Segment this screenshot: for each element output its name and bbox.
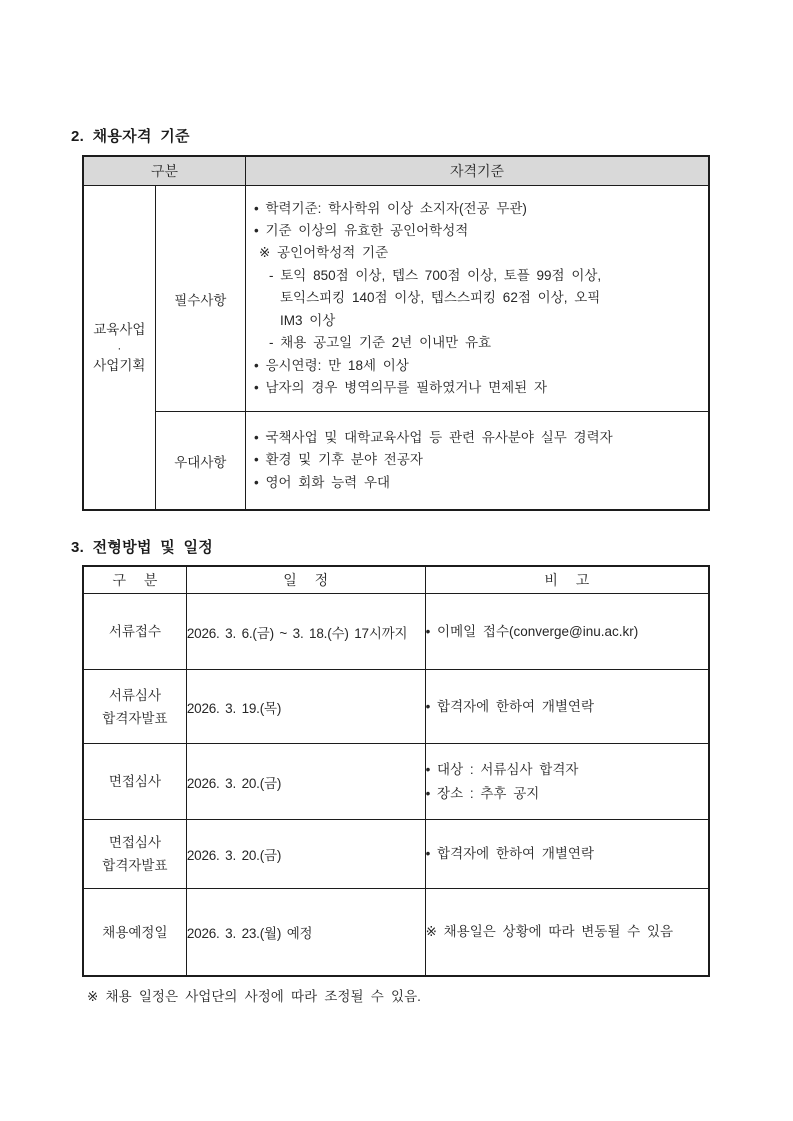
preference-line: • 국책사업 및 대학교육사업 등 관련 유사분야 실무 경력자: [254, 429, 613, 445]
remark-line: ※ 채용일은 상황에 따라 변동될 수 있음: [425, 924, 674, 940]
step-label: 서류접수: [108, 624, 161, 639]
schedule-row-document-submission: [83, 594, 709, 670]
step-label: 합격자발표: [102, 710, 168, 726]
requirement-line: • 남자의 경우 병역의무를 필하였거나 면제된 자: [254, 379, 548, 395]
requirement-line: ※ 공인어학성적 기준: [259, 245, 389, 261]
step-label: 면접심사: [108, 835, 161, 850]
remark-line: • 합격자에 한하여 개별연락: [425, 698, 595, 714]
schedule-table-header-row: [83, 566, 709, 594]
remark-line: • 이메일 접수(converge@inu.ac.kr): [425, 623, 639, 639]
step-cell: [83, 594, 186, 670]
header-cell-category: 구분: [83, 156, 246, 186]
schedule-cell: 2026. 3. 6.(금) ~ 3. 18.(수) 17시까지: [186, 594, 425, 670]
step-cell: [83, 889, 186, 977]
section-3-heading: 3. 전형방법 및 일정: [71, 539, 214, 556]
schedule-row-interview-result: [83, 820, 709, 889]
schedule-row-hire-date: [83, 889, 709, 977]
schedule-cell: 2026. 3. 20.(금): [186, 820, 425, 889]
preference-line: • 영어 회화 능력 우대: [254, 474, 391, 490]
remarks-cell: [425, 820, 709, 889]
schedule-row-document-review-result: [83, 670, 709, 744]
section-2-heading: 2. 채용자격 기준: [71, 128, 190, 145]
selection-schedule-table: [82, 565, 710, 977]
requirement-line: IM3 이상: [280, 312, 336, 328]
requirement-line: • 응시연령: 만 18세 이상: [254, 357, 409, 373]
remark-line: • 장소 : 추후 공지: [425, 785, 540, 801]
header-cell-criteria: 자격기준: [246, 156, 710, 186]
preferred-requirements-row: [83, 412, 709, 511]
header-cell-step: 구 분: [83, 566, 186, 594]
remarks-cell: [425, 744, 709, 820]
division-line-1: 교육사업: [93, 321, 146, 337]
preferred-label-cell: 우대사항: [155, 412, 245, 511]
step-label: 채용예정일: [102, 924, 168, 940]
required-requirements-row: [83, 186, 709, 412]
remark-line: • 대상 : 서류심사 합격자: [425, 762, 579, 777]
step-label: 합격자발표: [102, 858, 168, 873]
step-cell: [83, 670, 186, 744]
remarks-cell: [425, 889, 709, 977]
preferred-content-cell: [246, 412, 710, 511]
required-label-cell: 필수사항: [155, 186, 245, 412]
requirement-line: • 기준 이상의 유효한 공인어학성적: [254, 223, 469, 239]
requirement-line: • 학력기준: 학사학위 이상 소지자(전공 무관): [254, 200, 527, 216]
qualification-table-header-row: [83, 156, 709, 186]
step-label: 면접심사: [108, 774, 161, 789]
preference-line: • 환경 및 기후 분야 전공자: [254, 452, 423, 468]
required-content-cell: [246, 186, 710, 412]
step-cell: [83, 820, 186, 889]
schedule-cell: 2026. 3. 20.(금): [186, 744, 425, 820]
schedule-row-interview: [83, 744, 709, 820]
step-cell: [83, 744, 186, 820]
schedule-cell: 2026. 3. 19.(목): [186, 670, 425, 744]
division-cell: [83, 186, 155, 511]
requirement-line: - 토익 850점 이상, 텝스 700점 이상, 토플 99점 이상,: [269, 267, 602, 283]
remarks-cell: [425, 670, 709, 744]
qualification-criteria-table: [82, 155, 710, 511]
remarks-cell: [425, 594, 709, 670]
division-separator-dot: ·: [117, 340, 122, 355]
schedule-cell: 2026. 3. 23.(월) 예정: [186, 889, 425, 977]
division-line-2: 사업기획: [93, 357, 146, 373]
header-cell-schedule: 일 정: [186, 566, 425, 594]
remark-line: • 합격자에 한하여 개별연락: [425, 846, 595, 862]
schedule-footnote: ※ 채용 일정은 사업단의 사정에 따라 조정될 수 있음.: [87, 989, 421, 1004]
requirement-line: 토익스피킹 140점 이상, 텝스스피킹 62점 이상, 오픽: [280, 290, 601, 306]
step-label: 서류심사: [108, 687, 161, 703]
requirement-line: - 채용 공고일 기준 2년 이내만 유효: [269, 335, 492, 351]
header-cell-remarks: 비 고: [425, 566, 709, 594]
